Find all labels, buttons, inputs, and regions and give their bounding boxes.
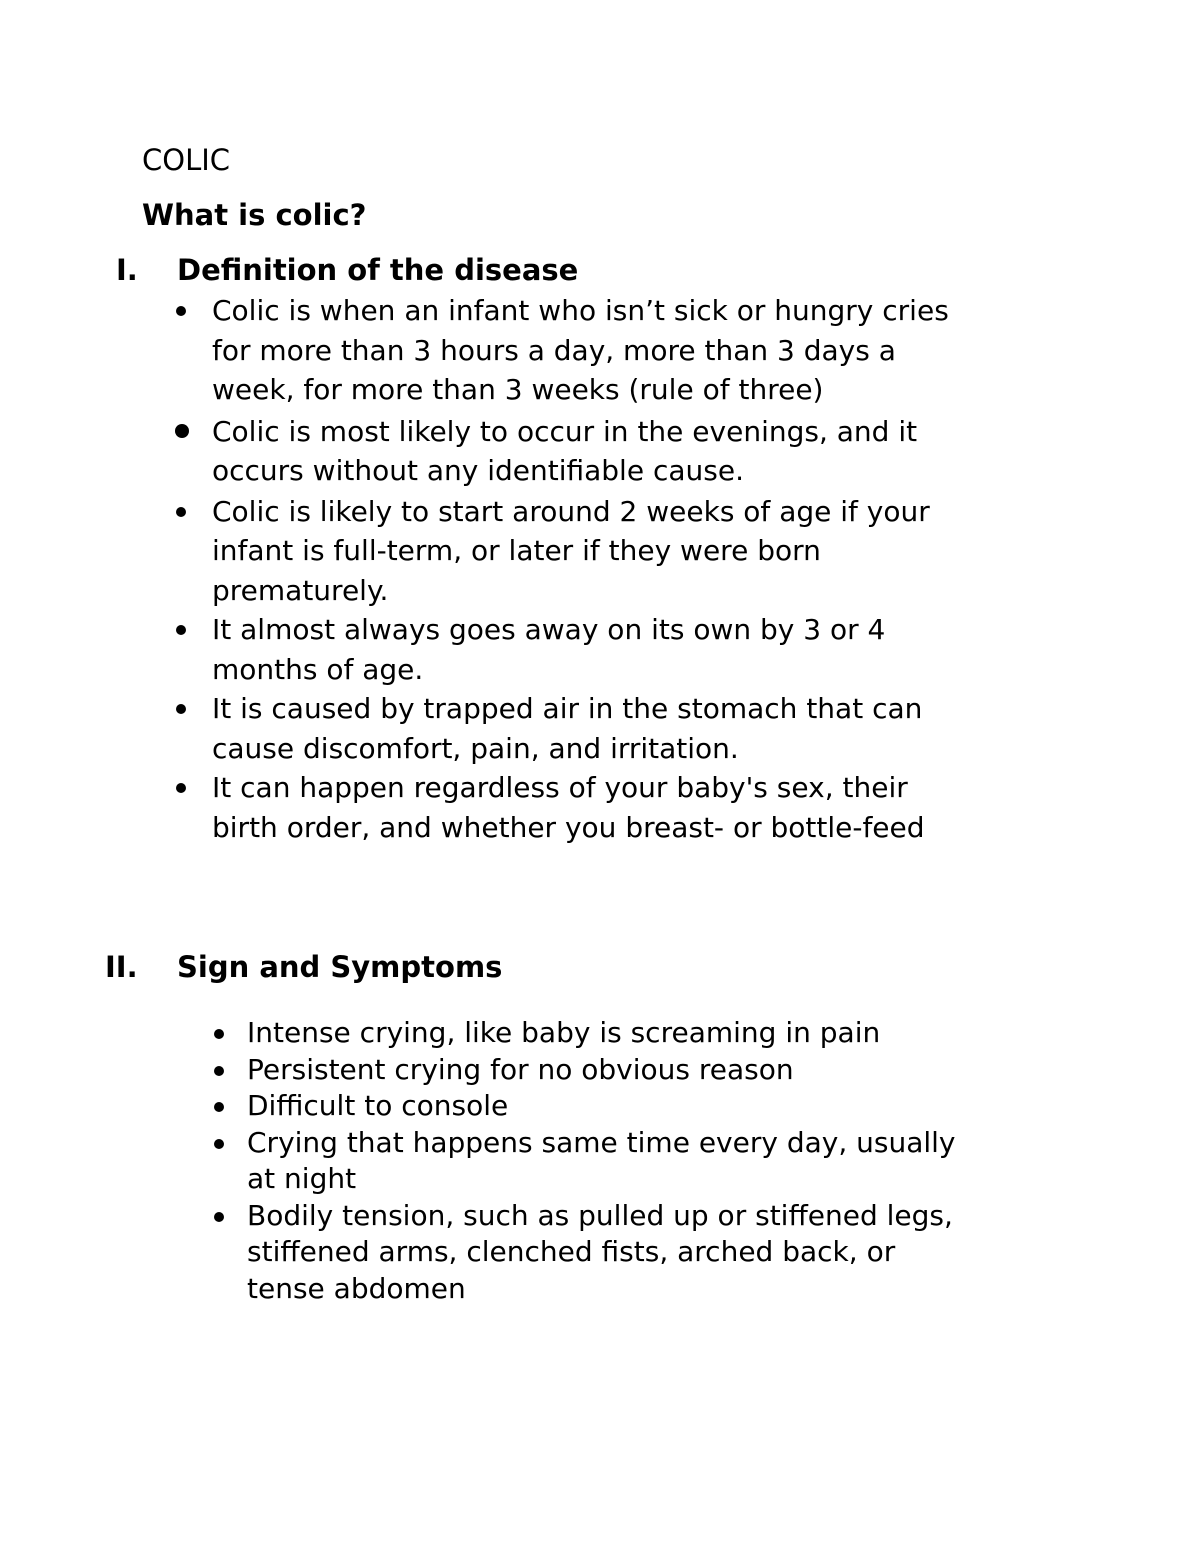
list-item bbox=[210, 1125, 1110, 1198]
document-subtitle: What is colic? bbox=[142, 198, 367, 232]
list-item bbox=[172, 689, 1072, 768]
list-item-text: Colic is most likely to occur in the evenings, and it bbox=[212, 414, 918, 448]
list-item bbox=[172, 412, 1072, 491]
definition-list bbox=[172, 291, 1072, 847]
list-item-text: for more than 3 hours a day, more than 3 days a bbox=[212, 333, 896, 367]
bullet-icon bbox=[176, 625, 186, 635]
bullet-icon bbox=[176, 306, 186, 316]
list-item-text: prematurely. bbox=[212, 573, 389, 607]
bullet-icon bbox=[214, 1212, 224, 1222]
list-item-text: at night bbox=[247, 1162, 357, 1195]
bullet-icon bbox=[214, 1139, 224, 1149]
list-item-text: infant is full-term, or later if they were born bbox=[212, 534, 821, 567]
list-item-text: Intense crying, like baby is screaming in pain bbox=[247, 1016, 881, 1049]
list-item-text: Colic is when an infant who isn’t sick or hungry cries bbox=[212, 294, 949, 327]
list-item-text: It almost always goes away on its own by 3 or 4 bbox=[212, 613, 886, 646]
list-item-text: It is caused by trapped air in the stomach that can bbox=[212, 692, 923, 725]
list-item bbox=[210, 1015, 1110, 1052]
list-item bbox=[210, 1052, 1110, 1089]
bullet-icon bbox=[175, 424, 189, 438]
list-item bbox=[172, 492, 1072, 611]
list-item-text: cause discomfort, pain, and irritation. bbox=[212, 731, 739, 765]
list-item bbox=[172, 768, 1072, 847]
section-number: I. bbox=[116, 253, 138, 287]
bullet-icon bbox=[214, 1102, 224, 1112]
list-item-text: birth order, and whether you breast- or bottle-feed bbox=[212, 810, 925, 844]
symptoms-list bbox=[210, 1015, 1110, 1307]
list-item-text: Difficult to console bbox=[247, 1089, 509, 1122]
list-item-text: Persistent crying for no obvious reason bbox=[247, 1052, 794, 1086]
list-item-text: tense abdomen bbox=[247, 1271, 466, 1305]
bullet-icon bbox=[176, 783, 186, 793]
list-item-text: stiffened arms, clenched fists, arched back, or bbox=[247, 1235, 896, 1268]
list-item-text: occurs without any identifiable cause. bbox=[212, 454, 744, 487]
list-item bbox=[172, 291, 1072, 410]
list-item-text: It can happen regardless of your baby's sex, their bbox=[212, 771, 908, 804]
list-item bbox=[210, 1198, 1110, 1308]
section-heading: Sign and Symptoms bbox=[177, 950, 503, 984]
list-item-text: months of age. bbox=[212, 652, 424, 686]
list-item-text: week, for more than 3 weeks (rule of three) bbox=[212, 373, 824, 406]
list-item-text: Crying that happens same time every day, usually bbox=[247, 1125, 956, 1159]
bullet-icon bbox=[176, 704, 186, 714]
list-item-text: Bodily tension, such as pulled up or stiffened legs, bbox=[247, 1198, 953, 1232]
list-item-text: Colic is likely to start around 2 weeks of age if your bbox=[212, 494, 930, 528]
list-item bbox=[172, 610, 1072, 689]
document-title: COLIC bbox=[142, 143, 231, 177]
list-item bbox=[210, 1088, 1110, 1125]
bullet-icon bbox=[214, 1029, 224, 1039]
section-heading: Definition of the disease bbox=[177, 253, 579, 287]
bullet-icon bbox=[214, 1066, 224, 1076]
section-number: II. bbox=[105, 950, 138, 984]
bullet-icon bbox=[176, 507, 186, 517]
